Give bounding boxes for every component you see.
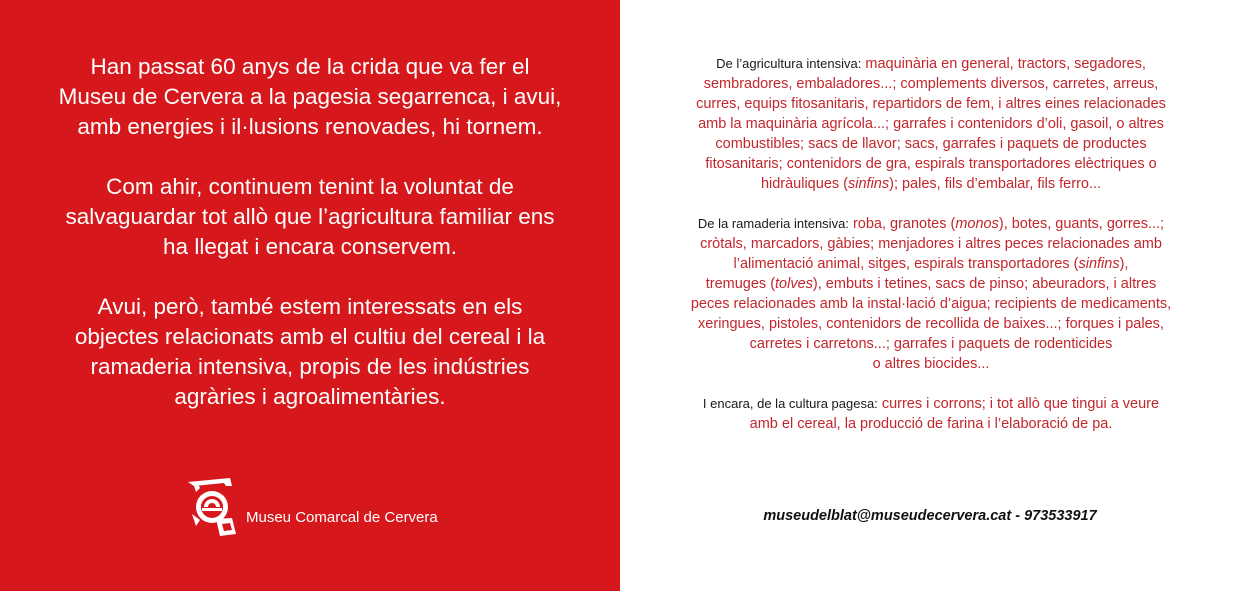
agriculture-line-4: amb la maquinària agrícola...; garrafes i contenidors d’oli, gasoil, o altres: [698, 116, 1164, 132]
agriculture-section: [650, 54, 1212, 194]
livestock-line-4: tremuges (tolves), embuts i tetines, sacs de pinso; abeuradors, i altres: [705, 276, 1157, 292]
agriculture-line-2: sembradores, embaladores...; complements diversos, carretes, arreus,: [703, 76, 1159, 92]
livestock-line-6: xeringues, pistoles, contenidors de recollida de baixes...; forques i pales,: [698, 316, 1164, 332]
livestock-line-8: o altres biocides...: [872, 356, 990, 372]
museum-name: Museu Comarcal de Cervera: [246, 508, 438, 526]
culture-section: [650, 394, 1212, 434]
culture-line-2: amb el cereal, la producció de farina i l’elaboració de pa.: [749, 416, 1113, 432]
livestock-line-1: De la ramaderia intensiva: roba, granotes (monos), botes, guants, gorres...;: [697, 216, 1165, 232]
livestock-section: [650, 214, 1212, 374]
agriculture-line-5: combustibles; sacs de llavor; sacs, garrafes i paquets de productes: [715, 136, 1147, 152]
agriculture-line-1: De l’agricultura intensiva: maquinària en general, tractors, segadores,: [716, 56, 1146, 72]
livestock-lead: De la ramaderia intensiva:: [697, 216, 849, 231]
livestock-line-7: carretes i carretons...; garrafes i paquets de rodenticides: [749, 336, 1113, 352]
culture-line-1: I encara, de la cultura pagesa: curres i corrons; i tot allò que tingui a veure: [702, 396, 1160, 412]
contact-info[interactable]: museudelblat@museudecervera.cat - 973533917: [763, 508, 1097, 524]
intro-paragraph-1: Han passat 60 anys de la crida que va fer el Museu de Cervera a la pagesia segarrenca, i avui, amb energies i il·lusions renovades, hi tornem.: [58, 54, 562, 139]
agriculture-line-6: fitosanitaris; contenidors de gra, espirals transportadores elèctriques o: [705, 156, 1157, 172]
intro-paragraph-3: Avui, però, també estem interessats en els objectes relacionats amb el cultiu del cereal i la ramaderia intensiva, propis de les indústries agràries i agroalimentàries.: [74, 294, 546, 409]
intro-text: [40, 52, 580, 412]
livestock-line-5: peces relacionades amb la instal·lació d’aigua; recipients de medicaments,: [690, 296, 1172, 312]
wanted-items-text: [650, 54, 1212, 434]
intro-paragraph-2: Com ahir, continuem tenint la voluntat de salvaguardar tot allò que l’agricultura familiar ens ha llegat i encara conservem.: [65, 174, 555, 259]
agriculture-lead: De l’agricultura intensiva:: [716, 56, 862, 71]
museum-logo-icon: [186, 474, 238, 538]
livestock-line-2: cròtals, marcadors, gàbies; menjadores i altres peces relacionades amb: [700, 236, 1162, 252]
agriculture-line-3: curres, equips fitosanitaris, repartidors de fem, i altres eines relacionades: [696, 96, 1166, 112]
livestock-line-3: l’alimentació animal, sitges, espirals transportadores (sinfins),: [733, 256, 1129, 272]
agriculture-line-7: hidràuliques (sinfins); pales, fils d’embalar, fils ferro...: [760, 176, 1102, 192]
museum-logo: [186, 474, 438, 538]
culture-lead: I encara, de la cultura pagesa:: [702, 396, 878, 411]
